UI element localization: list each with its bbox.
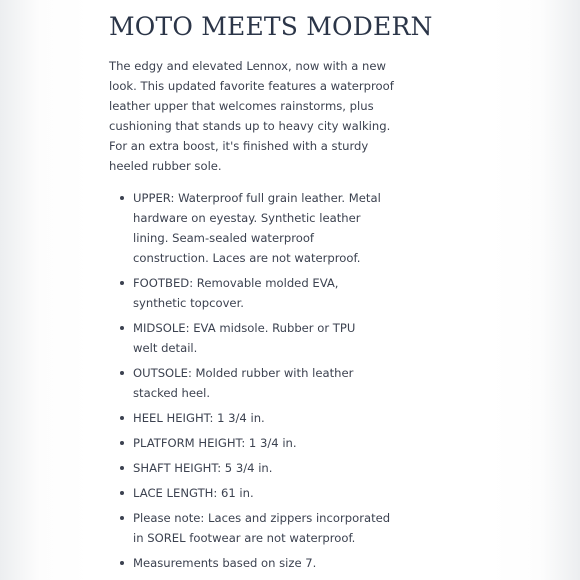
product-description [109,10,433,578]
bullet-icon [120,561,124,565]
bullet-icon [120,441,124,445]
bullet-icon [120,516,124,520]
bullet-icon [120,371,124,375]
spec-outsole: OUTSOLE: Molded rubber with leather stacked heel. [133,366,354,400]
spec-footbed: FOOTBED: Removable molded EVA, synthetic topcover. [133,276,339,310]
list-item [109,273,395,313]
spec-upper: UPPER: Waterproof full grain leather. Metal hardware on eyestay. Synthetic leather lining. Seam-sealed waterproof construction. Laces are not waterproof. [133,191,381,265]
list-item [109,483,409,503]
spec-shaft-height: SHAFT HEIGHT: 5 3/4 in. [133,461,273,475]
spec-measurements: Measurements based on size 7. [133,556,317,570]
spec-heel-height: HEEL HEIGHT: 1 3/4 in. [133,411,265,425]
list-item [109,408,409,428]
bullet-icon [120,491,124,495]
intro-paragraph: The edgy and elevated Lennox, now with a new look. This updated favorite features a waterproof leather upper that welcomes rainstorms, plus cushioning that stands up to heavy city walking. For an extra boost, it's finished with a sturdy heeled rubber sole. [109,59,394,173]
list-item [109,318,383,358]
bullet-icon [120,416,124,420]
bullet-icon [120,326,124,330]
spec-lace-length: LACE LENGTH: 61 in. [133,486,254,500]
spec-list [109,188,409,573]
list-item [109,188,385,268]
spec-platform-height: PLATFORM HEIGHT: 1 3/4 in. [133,436,297,450]
spec-midsole: MIDSOLE: EVA midsole. Rubber or TPU welt detail. [133,321,356,355]
spec-note: Please note: Laces and zippers incorporated in SOREL footwear are not waterproof. [133,511,391,545]
list-item [109,553,409,573]
page-title: MOTO MEETS MODERN [109,12,433,41]
list-item [109,508,393,548]
list-item [109,458,409,478]
bullet-icon [120,466,124,470]
list-item [109,433,409,453]
list-item [109,363,395,403]
bullet-icon [120,281,124,285]
bullet-icon [120,196,124,200]
